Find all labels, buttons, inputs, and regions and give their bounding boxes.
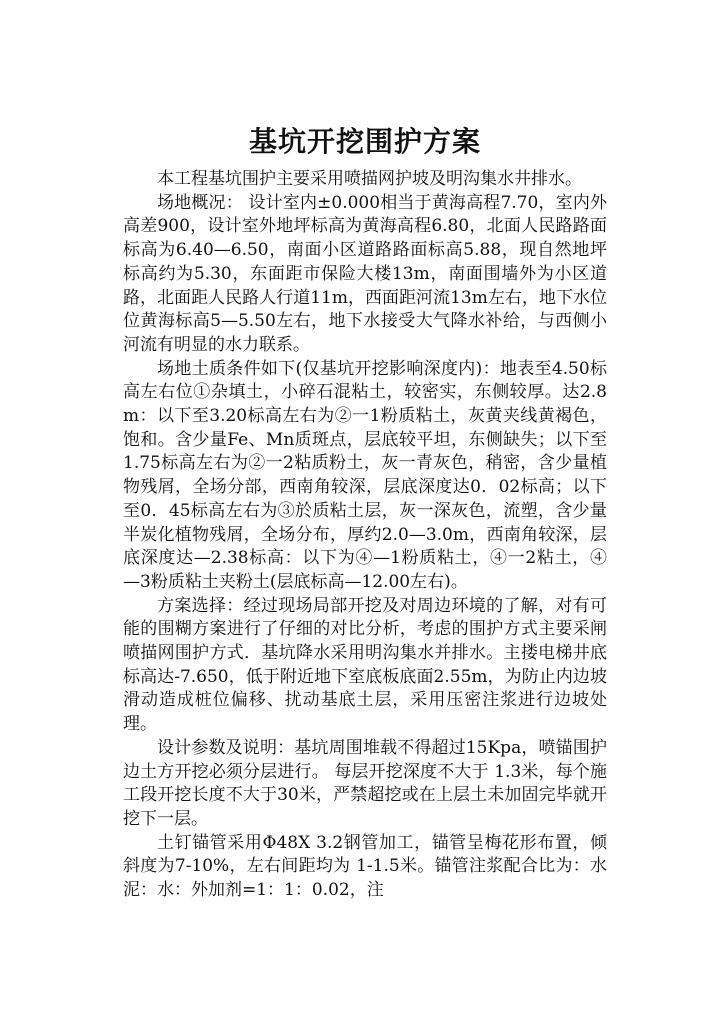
soil-conditions-paragraph: 场地土质条件如下(仅基坑开挖影响深度内)：地表至4.50标高左右位①杂填土，小碎石混粘土，较密实，东侧较厚。达2.8m：以下至3.20标高左右为②一1粉质粘土，灰黄夹线黄褐色，饱和。含少量Fe、Mn质斑点，层底较平坦，东侧缺失；以下至1.75标高左右为②一2粘质粉土，灰一青灰色，稍密，含少量植物残屑，全场分部，西南角较深，层底深度达0．02标高；以下至0．45标高左右为③於质粘土层，灰一深灰色，流塑，含少量半炭化植物残屑，全场分布，厚约2.0—3.0m，西南角较深，层底深度达—2.38标高：以下为④—1粉质粘土，④一2粘土，④—3粉质粘土夹粉土(层底标高—12.00左右)。 <box>123 358 607 592</box>
intro-paragraph: 本工程基坑围护主要采用喷描网护坡及明沟集水井排水。 <box>157 169 582 189</box>
site-overview-paragraph: 场地概况： 设计室内±0.000相当于黄海高程7.70，室内外高差900，设计室外地坪标高为黄海高程6.80，北面人民路路面标高为6.40—6.50，南面小区道路路面标高5.88，现自然地坪标高约为5.30，东面距市保险大楼13m，南面围墙外为小区道路，北面距人民路人行道11m，西面距河流13m左右，地下水位位黄海标高5—5.50左右，地下水接受大气降水补给，与西侧小河流有明显的水力联系。 <box>123 192 607 355</box>
scheme-selection-paragraph: 方案选择：经过现场局部开挖及对周边环境的了解，对有可能的围糊方案进行了仔细的对比分析，考虑的围护方式主要采闸喷描网围护方式．基坑降水采用明沟集水并排水。主搂电梯井底标高达-7.650，低于附近地下室底板底面2.55m，为防止内边坡滑动造成桩位偏移、扰动基底土层，采用压密注浆进行边坡处理。 <box>123 595 607 735</box>
design-parameters-paragraph: 设计参数及说明：基坑周围堆载不得超过15Kpa，喷锚围护边土方开挖必须分层进行。 每层开挖深度不大于 1.3米，每个施工段开挖长度不大于30米，严禁超挖或在上层土未加固完毕就开挖下一层。 <box>123 737 607 829</box>
soil-nail-paragraph: 土钉锚管采用Φ48X 3.2钢管加工，锚管呈梅花形布置，倾斜度为7-10%，左右间距均为 1-1.5米。锚管注浆配合比为：水泥：水：外加剂=1：1：0.02，注 <box>123 832 607 901</box>
document-title: 基坑开挖围护方案 <box>248 125 481 158</box>
